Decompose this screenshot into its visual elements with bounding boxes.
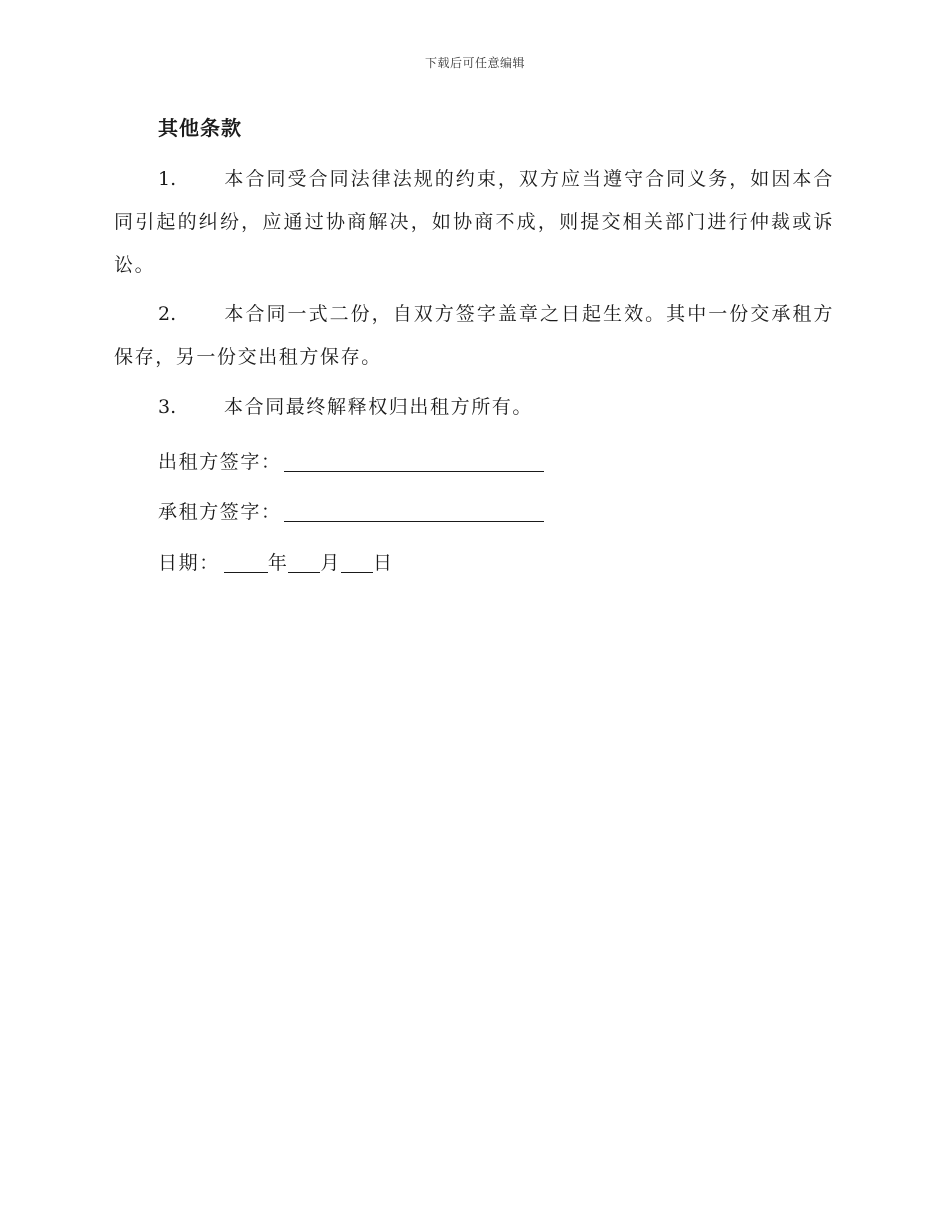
month-label: 月 xyxy=(320,552,342,574)
lessor-signature-blank[interactable] xyxy=(284,449,544,472)
date-label: 日期： xyxy=(158,552,220,574)
clause-text: 本合同一式二份，自双方签字盖章之日起生效。其中一份交承租方保存，另一份交出租方保存。 xyxy=(114,303,834,368)
day-label: 日 xyxy=(373,552,394,574)
clause-number: 3. xyxy=(158,396,177,418)
clause-text: 本合同受合同法律法规的约束，双方应当遵守合同义务，如因本合同引起的纠纷，应通过协商解决，如协商不成，则提交相关部门进行仲裁或诉讼。 xyxy=(114,168,834,276)
lessor-signature-line xyxy=(158,447,544,477)
clause-number: 2. xyxy=(158,303,177,325)
section-title: 其他条款 xyxy=(158,116,242,140)
lessee-signature-blank[interactable] xyxy=(284,499,544,522)
year-blank[interactable] xyxy=(224,550,268,573)
day-blank[interactable] xyxy=(341,550,373,573)
clause-number: 1. xyxy=(158,168,177,190)
date-line xyxy=(158,548,394,578)
page-header-note: 下载后可任意编辑 xyxy=(424,56,525,70)
month-blank[interactable] xyxy=(288,550,320,573)
year-label: 年 xyxy=(267,552,289,574)
clause-2 xyxy=(114,293,834,379)
clause-text: 本合同最终解释权归出租方所有。 xyxy=(224,396,534,418)
lessor-signature-label: 出租方签字： xyxy=(158,451,282,473)
clause-3 xyxy=(114,386,834,429)
lessee-signature-label: 承租方签字： xyxy=(158,501,282,523)
lessee-signature-line xyxy=(158,497,544,527)
clause-1 xyxy=(114,158,834,287)
